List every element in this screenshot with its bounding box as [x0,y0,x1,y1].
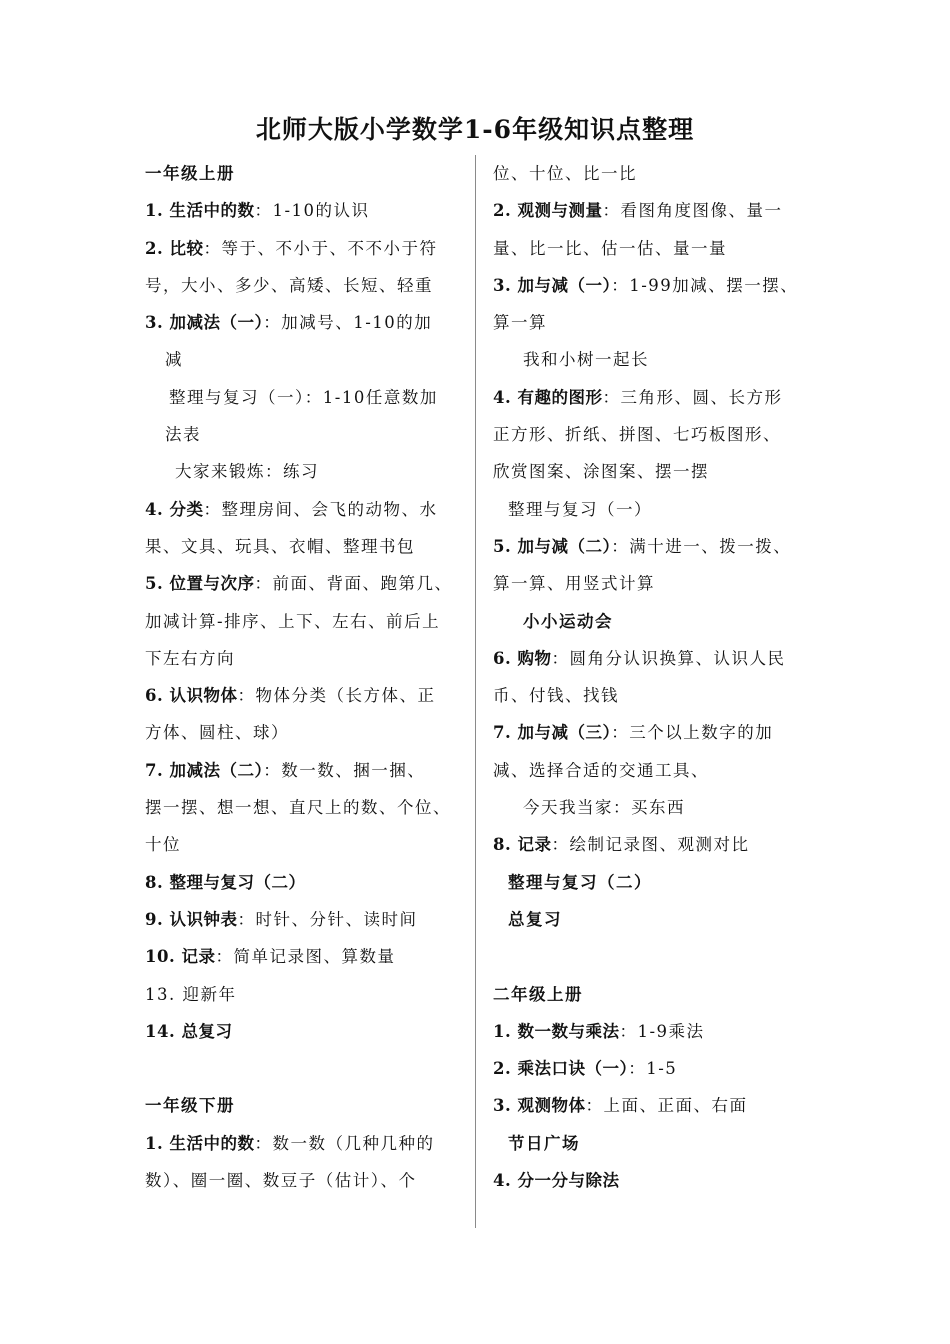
topic-text: ：加减号、1-10的加 [263,313,433,333]
topic-text: ：数一数（几种几种的 [254,1133,435,1153]
topic-label: 8. 记录 [493,835,552,855]
section-heading [493,864,813,901]
topic-text: 币、付钱、找钱 [493,686,619,706]
text-line [493,192,813,229]
text-line [145,1050,465,1087]
text-line [493,1087,813,1124]
text-line [145,491,465,528]
topic-text: ：1-10的认识 [254,201,370,221]
text-line [493,155,813,192]
text-line [145,230,465,267]
topic-text: 欣赏图案、涂图案、摆一摆 [493,462,709,482]
topic-text: 整理与复习（一）：1-10任意数加 [169,387,438,407]
topic-text: ：1-99加减、摆一摆、 [611,275,799,295]
topic-text: 整理与复习（一） [508,499,652,519]
topic-text: ：简单记录图、算数量 [215,947,396,967]
topic-label: 3. 加减法（一） [145,313,264,333]
section-heading [493,976,813,1013]
topic-text: 节日广场 [508,1133,580,1153]
topic-label: 7. 加与减（三） [493,723,612,743]
text-line [493,1050,813,1087]
topic-label: 10. 记录 [145,947,216,967]
topic-text: ：绘制记录图、观测对比 [551,835,750,855]
topic-label: 6. 认识物体 [145,686,238,706]
topic-label: 9. 认识钟表 [145,909,238,929]
topic-text: 位、十位、比一比 [493,164,637,183]
topic-text: 总复习 [508,909,562,929]
topic-text: 一年级下册 [145,1096,235,1116]
topic-text: 下左右方向 [145,648,235,668]
text-line [493,267,813,304]
topic-text: 摆一摆、想一想、直尺上的数、个位、 [145,798,451,818]
section-heading [493,1125,813,1162]
left-column [145,155,465,1199]
text-line [145,976,465,1013]
topic-label: 8. 整理与复习（二） [145,872,306,892]
text-line [145,528,465,565]
text-line [493,528,813,565]
text-line [493,230,813,267]
topic-text: 二年级上册 [493,984,583,1004]
topic-text: ：三个以上数字的加 [611,723,774,743]
text-line [493,677,813,714]
text-line [145,192,465,229]
topic-text: 十位 [145,835,181,855]
topic-label: 14. 总复习 [145,1021,233,1041]
text-line [145,826,465,863]
topic-text: ：圆角分认识换算、认识人民 [551,648,786,668]
topic-text: ：满十进一、拨一拨、 [611,536,792,556]
topic-label: 3. 加与减（一） [493,275,612,295]
topic-text: ：前面、背面、跑第几、 [254,574,453,594]
text-line [493,714,813,751]
text-line [145,640,465,677]
topic-text: ：三角形、圆、长方形 [602,387,783,407]
text-line [145,379,465,416]
topic-text: 一年级上册 [145,164,235,183]
topic-text: ：数一数、捆一捆、 [263,760,426,780]
text-line [493,1162,813,1199]
section-heading [145,155,465,192]
text-line [493,789,813,826]
text-line [145,341,465,378]
topic-label: 1. 生活中的数 [145,201,255,221]
text-line [145,677,465,714]
text-line [493,640,813,677]
section-heading [145,1087,465,1124]
topic-text: 减、选择合适的交通工具、 [493,760,709,780]
topic-label: 2. 乘法口诀（一） [493,1059,629,1079]
text-line [493,491,813,528]
section-heading [493,901,813,938]
topic-text: 今天我当家：买东西 [523,798,685,818]
text-line [145,603,465,640]
topic-label: 1. 数一数与乘法 [493,1021,620,1041]
topic-text: 量、比一比、估一估、量一量 [493,238,727,258]
text-line [493,938,813,975]
text-line [493,341,813,378]
topic-text: 小小运动会 [523,611,613,631]
topic-text: 我和小树一起长 [523,350,649,370]
topic-text: 整理与复习（二） [508,872,652,892]
topic-text: ：等于、不小于、不不小于符 [203,238,438,258]
topic-label: 7. 加减法（二） [145,760,264,780]
topic-text: 方体、圆柱、球） [145,723,289,743]
text-line [145,864,465,901]
topic-text: ：整理房间、会飞的动物、水 [203,499,438,519]
topic-label: 4. 分一分与除法 [493,1171,620,1191]
text-line [145,304,465,341]
text-line [145,1013,465,1050]
text-line [493,379,813,416]
topic-text: ：上面、正面、右面 [585,1096,748,1116]
text-line [145,1125,465,1162]
text-line [493,826,813,863]
text-line [145,416,465,453]
text-line [493,1013,813,1050]
text-line [145,1162,465,1199]
text-line [145,901,465,938]
topic-text: 大家来锻炼：练习 [175,462,319,482]
text-line [493,416,813,453]
topic-text: ：看图角度图像、量一 [602,201,783,221]
topic-text: ：物体分类（长方体、正 [237,686,436,706]
text-line [493,565,813,602]
text-line [145,789,465,826]
text-line [145,752,465,789]
topic-text: ：时针、分针、读时间 [237,909,418,929]
topic-text: 加减计算-排序、上下、左右、前后上 [145,611,441,631]
topic-label: 2. 观测与测量 [493,201,603,221]
topic-text: ：1-9乘法 [619,1021,705,1041]
column-divider [475,155,476,1228]
text-line [493,304,813,341]
topic-text: 果、文具、玩具、衣帽、整理书包 [145,536,415,556]
topic-text: ：1-5 [628,1059,678,1079]
text-line [145,453,465,490]
topic-text: 13. 迎新年 [145,984,237,1004]
text-line [145,267,465,304]
topic-text: 法表 [165,425,201,445]
topic-text: 号，大小、多少、高矮、长短、轻重 [145,275,433,295]
topic-label: 6. 购物 [493,648,552,668]
topic-label: 4. 分类 [145,499,204,519]
topic-label: 5. 位置与次序 [145,574,255,594]
topic-text: 算一算 [493,313,547,333]
topic-label: 4. 有趣的图形 [493,387,603,407]
text-line [145,938,465,975]
topic-label: 1. 生活中的数 [145,1133,255,1153]
topic-text: 算一算、用竖式计算 [493,574,655,594]
right-column [493,155,813,1199]
topic-text: 数）、圈一圈、数豆子（估计）、个 [145,1171,417,1191]
topic-label: 3. 观测物体 [493,1096,586,1116]
topic-text: 减 [165,350,183,370]
text-line [145,714,465,751]
topic-label: 2. 比较 [145,238,204,258]
section-heading [493,603,813,640]
topic-text: 正方形、折纸、拼图、七巧板图形、 [493,425,781,445]
text-line [493,752,813,789]
topic-label: 5. 加与减（二） [493,536,612,556]
text-line [493,453,813,490]
page-title: 北师大版小学数学1-6年级知识点整理 [255,115,695,144]
text-line [145,565,465,602]
